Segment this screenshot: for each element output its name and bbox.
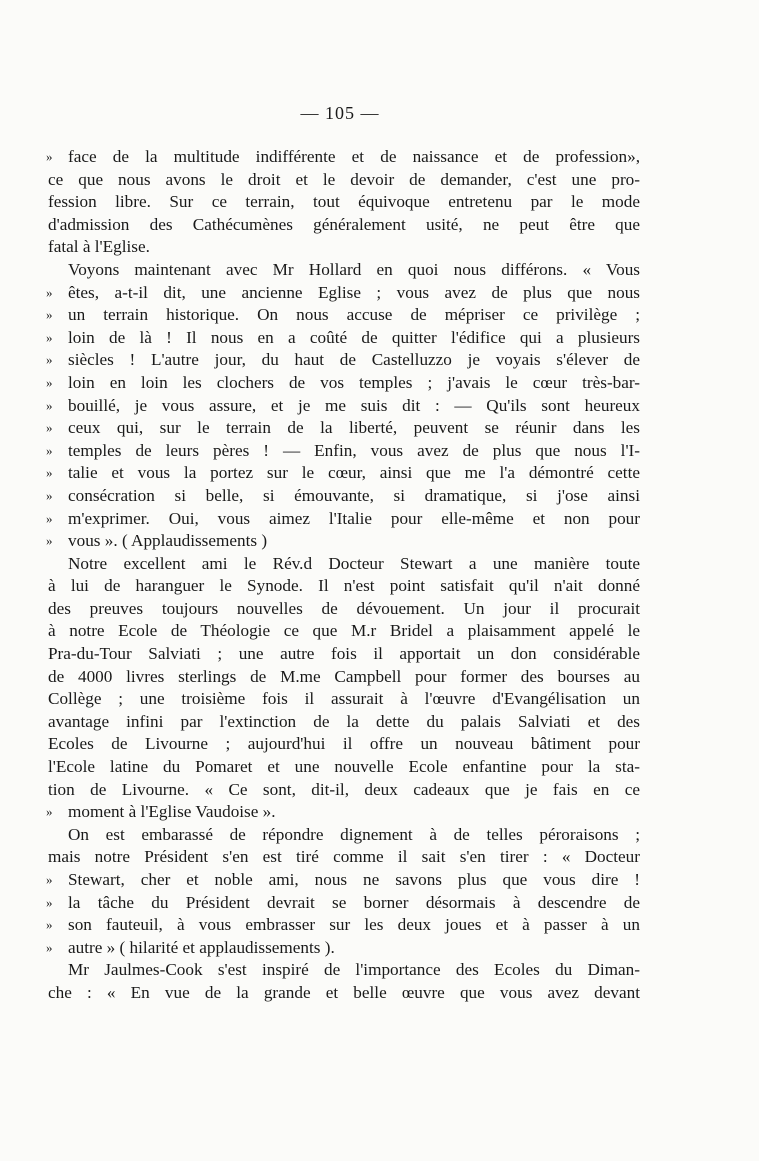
text-line-content: un terrain historique. On nous accuse de mépriser ce privilège ; bbox=[68, 305, 640, 325]
quote-marker: » bbox=[46, 872, 53, 887]
text-line-content: Stewart, cher et noble ami, nous ne savons plus que vous dire ! bbox=[68, 870, 640, 889]
text-line-content: bouillé, je vous assure, et je me suis dit : — Qu'ils sont heureux bbox=[68, 395, 640, 415]
text-line-content: fession libre. Sur ce terrain, tout équivoque entretenu par le mode bbox=[48, 192, 640, 212]
text-line-content: son fauteuil, à vous embrasser sur les deux joues et à passer à un bbox=[68, 915, 640, 935]
text-line bbox=[48, 711, 640, 734]
text-line-content: tion de Livourne. « Ce sont, dit-il, deux cadeaux que je fais en ce bbox=[48, 779, 640, 799]
text-line bbox=[48, 304, 640, 327]
quote-marker: » bbox=[46, 804, 53, 820]
text-line-content: à notre Ecole de Théologie ce que M.r Bridel a plaisamment appelé le bbox=[48, 621, 640, 641]
text-line-content: moment à l'Eglise Vaudoise ». bbox=[68, 802, 276, 822]
text-line bbox=[48, 688, 640, 711]
text-line bbox=[48, 620, 640, 643]
quote-marker: » bbox=[46, 442, 53, 458]
quote-marker: » bbox=[46, 397, 53, 413]
text-line-content: loin en loin les clochers de vos temples ; j'avais le cœur très-bar- bbox=[68, 372, 640, 392]
text-line-content: l'Ecole latine du Pomaret et une nouvelle Ecole enfantine pour la sta- bbox=[48, 757, 640, 777]
text-line-content: autre » ( hilarité et applaudissements ). bbox=[68, 937, 335, 957]
quote-marker: » bbox=[46, 420, 53, 436]
text-line bbox=[48, 530, 640, 553]
text-line bbox=[48, 372, 640, 395]
quote-marker: » bbox=[46, 352, 53, 368]
text-line bbox=[48, 440, 640, 463]
text-line bbox=[48, 982, 640, 1005]
text-line bbox=[48, 485, 640, 508]
text-line bbox=[48, 959, 640, 982]
text-line bbox=[48, 869, 640, 892]
text-line-content: talie et vous la portez sur le cœur, ainsi que me l'a démontré cette bbox=[68, 463, 640, 483]
text-line bbox=[48, 914, 640, 937]
quote-marker: » bbox=[46, 533, 53, 549]
text-line bbox=[48, 598, 640, 621]
text-line bbox=[48, 553, 640, 576]
text-line bbox=[48, 259, 640, 282]
text-line bbox=[48, 395, 640, 418]
quote-marker: » bbox=[46, 465, 53, 481]
text-line bbox=[48, 575, 640, 598]
page-number: — 105 — bbox=[300, 103, 380, 123]
text-line-content: Mr Jaulmes-Cook s'est inspiré de l'importance des Ecoles du Diman- bbox=[68, 960, 640, 980]
text-line-content: consécration si belle, si émouvante, si dramatique, si j'ose ainsi bbox=[68, 485, 640, 505]
text-line bbox=[48, 236, 640, 259]
text-line-content: des preuves toujours nouvelles de dévouement. Un jour il procurait bbox=[48, 598, 640, 618]
text-line-content: ceux qui, sur le terrain de la liberté, peuvent se réunir dans les bbox=[68, 418, 640, 438]
text-line bbox=[48, 282, 640, 305]
text-line bbox=[48, 643, 640, 666]
text-line bbox=[48, 846, 640, 869]
text-line bbox=[48, 733, 640, 756]
text-line-content: vous ». ( Applaudissements ) bbox=[68, 531, 268, 551]
text-line-content: ce que nous avons le droit et le devoir de demander, c'est une pro- bbox=[48, 169, 640, 189]
text-line-content: êtes, a-t-il dit, une ancienne Eglise ; vous avez de plus que nous bbox=[68, 282, 640, 302]
text-line bbox=[48, 508, 640, 531]
text-line-content: Voyons maintenant avec Mr Hollard en quoi nous différons. « Vous bbox=[68, 259, 640, 279]
text-line-content: loin de là ! Il nous en a coûté de quitter l'édifice qui a plusieurs bbox=[68, 327, 640, 347]
text-line bbox=[48, 779, 640, 802]
quote-marker: » bbox=[46, 149, 53, 164]
quote-marker: » bbox=[46, 374, 53, 390]
body-text bbox=[48, 146, 640, 1005]
text-line-content: la tâche du Président devrait se borner désormais à descendre de bbox=[68, 892, 640, 912]
quote-marker: » bbox=[46, 487, 53, 503]
quote-marker: » bbox=[46, 894, 53, 910]
text-line-content: fatal à l'Eglise. bbox=[48, 237, 150, 257]
quote-marker: » bbox=[46, 329, 53, 345]
text-line-content: d'admission des Cathécumènes généralement usité, ne peut être que bbox=[48, 214, 640, 234]
text-line-content: Pra-du-Tour Salviati ; une autre fois il apportait un don considérable bbox=[48, 644, 640, 664]
text-line bbox=[48, 327, 640, 350]
text-line-content: che : « En vue de la grande et belle œuvre que vous avez devant bbox=[48, 982, 640, 1002]
text-line bbox=[48, 214, 640, 237]
text-line-content: mais notre Président s'en est tiré comme il sait s'en tirer : « Docteur bbox=[48, 847, 640, 867]
text-line bbox=[48, 801, 640, 824]
text-line bbox=[48, 937, 640, 960]
quote-marker: » bbox=[46, 284, 53, 300]
text-line-content: temples de leurs pères ! — Enfin, vous avez de plus que nous l'I- bbox=[68, 440, 640, 460]
text-line bbox=[48, 417, 640, 440]
text-line-content: avantage infini par l'extinction de la dette du palais Salviati et des bbox=[48, 711, 640, 731]
text-line-content: On est embarassé de répondre dignement à de telles péroraisons ; bbox=[68, 824, 640, 844]
text-line bbox=[48, 824, 640, 847]
text-line bbox=[48, 666, 640, 689]
text-line-content: siècles ! L'autre jour, du haut de Castelluzzo je voyais s'élever de bbox=[68, 350, 640, 370]
text-line-content: Ecoles de Livourne ; aujourd'hui il offre un nouveau bâtiment pour bbox=[48, 734, 640, 754]
quote-marker: » bbox=[46, 917, 53, 933]
quote-marker: » bbox=[46, 510, 53, 526]
text-line-content: Collège ; une troisième fois il assurait à l'œuvre d'Evangélisation un bbox=[48, 689, 640, 709]
quote-marker: » bbox=[46, 939, 53, 955]
text-line-content: m'exprimer. Oui, vous aimez l'Italie pour elle-même et non pour bbox=[68, 508, 640, 528]
text-line bbox=[48, 169, 640, 192]
text-line bbox=[48, 191, 640, 214]
text-line bbox=[48, 462, 640, 485]
text-line-content: Notre excellent ami le Rév.d Docteur Stewart a une manière toute bbox=[68, 553, 640, 573]
text-line-content: à lui de haranguer le Synode. Il n'est point satisfait qu'il n'ait donné bbox=[48, 576, 640, 596]
text-line bbox=[48, 349, 640, 372]
quote-marker: » bbox=[46, 307, 53, 323]
text-line bbox=[48, 892, 640, 915]
text-line bbox=[48, 756, 640, 779]
text-line-content: face de la multitude indifférente et de naissance et de profession», bbox=[68, 147, 640, 166]
text-line-content: de 4000 livres sterlings de M.me Campbell pour former des bourses au bbox=[48, 666, 640, 686]
text-line bbox=[48, 146, 640, 169]
